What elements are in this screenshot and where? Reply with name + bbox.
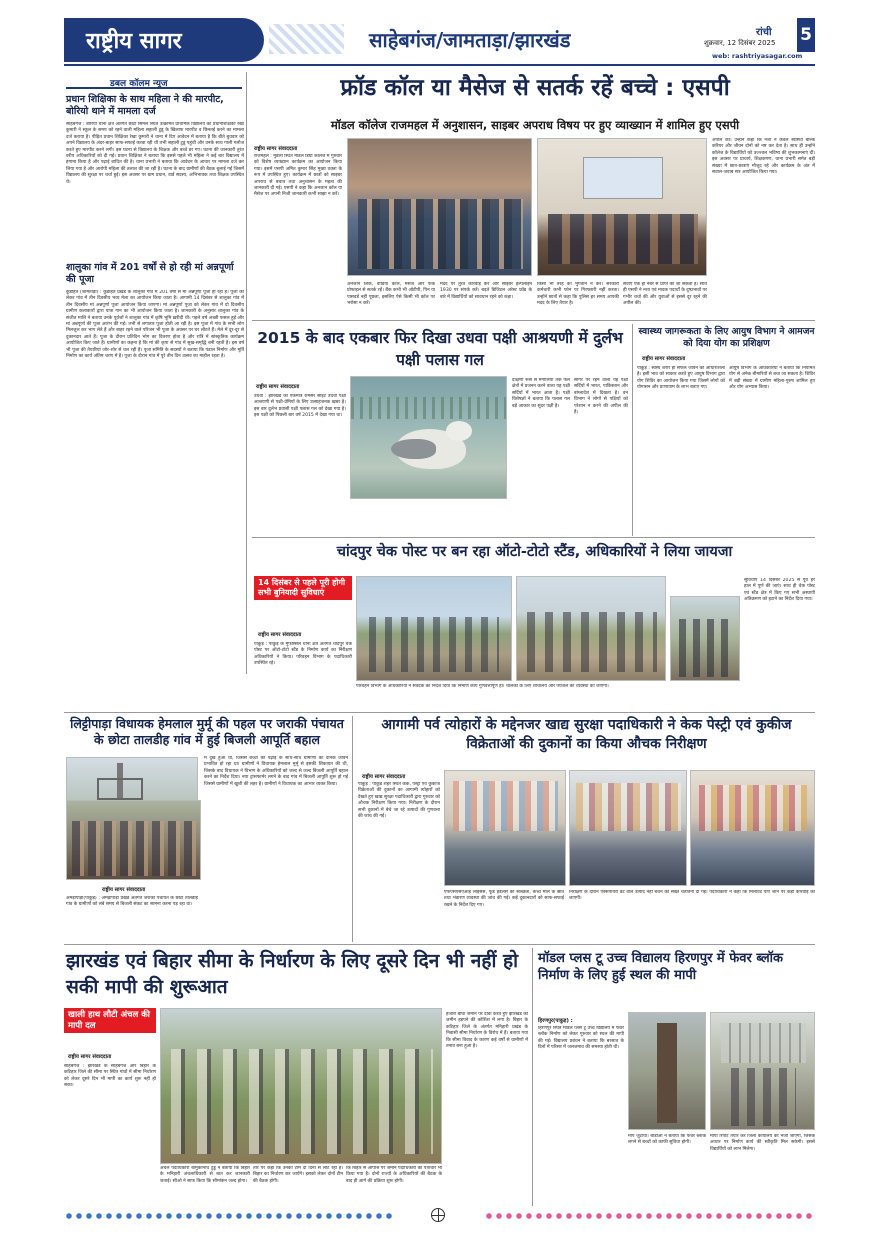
electric-text-2: में दुख हुआ था, जिससे बच्चों की पढ़ाई के साथ-साथ ग्रामीणों का दैनिक जीवन प्रभावित हो रहा था। ग्रामीणों ने विधायक हेमलाल मुर्मू से इसकी शिकायत की थी, जिसके बाद विधायक ने विभाग के अधिकारियों को जल्द से जल्द बिजली आपूर्ति बहाल करने का निर्देश दिया। नया ट्रांसफार्मर लगने के बाद गांव में बिजली आपूर्ति शुरू हो गई जिससे ग्रामीणों में खुशी की लहर है। ग्रामीणों ने विधायक का आभार व्यक्त किया। — [204, 756, 348, 787]
border-bureau: राष्ट्रीय सागर संवाददाता — [68, 1054, 112, 1060]
auto-badge: 14 दिसंबर से पहले पूरी होगी सभी बुनियादी सुविधाएं — [254, 576, 352, 600]
border-text-2: अंचल पदाधिकारी बामुकीनाथ टुडू ने बताया कि बिहार के मनिहारी अंचलाधिकारी से बात कर जानकारी जताई। सीओ ने साफ किया कि सीमांकन जल्द होगा। — [160, 1166, 250, 1184]
border-text-3: तौर पर कहा कि उनकी टीम दो दिनों से लौट रही है। बिहार का निर्धारण कर जायेंगे। इसको लेकर दोनों टीम की बैठक होगी। — [253, 1166, 343, 1184]
food-rule — [64, 944, 815, 945]
auto-headline: चांदपुर चेक पोस्ट पर बन रहा ऑटो-टोटो स्टैंड, अधिकारियों ने लिया जायजा — [336, 544, 733, 560]
auto-photo-1 — [356, 576, 512, 681]
lead-photo-presentation — [537, 138, 707, 276]
left-story-2-text: कुंडहित (जामताड़ा) : कुंडहित प्रखंड के शालुका गांव में 201 वर्षों से मां अन्नपूर्णा पूजा हो रही है। पूजा को लेकर गांव में तीन दिवसीय भव्य मेला का आयोजन किया जाता है। आगामी 14 दिसंबर से शालुका गांव में तीन दिवसीय मां अन्नपूर्णा पूजा आयोजन किया जाएगा। मां अन्नपूर्णा पूजा को लेकर गांव में दो दिवसीय ग्रामीण कलाकारों द्वारा यात्रा गान का भी आयोजन किया जाता है। जानकारी के अनुसार शालुका गांव के संजीत मालि ने बताया उनके पूर्वजों ने शालुका गांव में कृषि भूमि ख़रीदी थी। पहले वर्ष अच्छी फसल हुई और मां अन्नपूर्णा की पूजा आरंभ की गई। तभी से लगातार पूजा होती आ रही है। इस पूजा में गांव के सभी लोग मिलजुल कर भाग लेते हैं और बाहर रहने वाले परिजन भी पूजा के अवसर पर घर लौटते हैं। मेले में दूर-दूर से दुकानदार आते हैं। पूजा के दौरान प्रतिदिन भोग का वितरण होता है और रात्रि में सांस्कृतिक कार्यक्रम आयोजित किए जाते हैं। ग्रामीणों का कहना है कि मां की कृपा से गांव में सुख-समृद्धि बनी रहती है। इस वर्ष भी पूजा की तैयारियां जोर-शोर से चल रही हैं। पूजा समिति के सदस्यों ने बताया कि पंडाल निर्माण और मूर्ति निर्माण का कार्य अंतिम चरण में है। पूजा के दौरान गांव में पूरे तीन दिन उत्सव का माहौल रहता है। — [66, 290, 244, 360]
food-photo-2 — [569, 770, 687, 886]
lead-photo-students — [347, 138, 532, 276]
footer-dots-right — [484, 1212, 814, 1220]
bird-photo — [350, 376, 507, 499]
school-text-2: माप जुटाया। बीडीओ ने बताया कि फेवर ब्लॉक लगने से बच्चों को काफी सुविधा होगी। — [628, 1134, 706, 1146]
left-story-1-title: प्रधान शिक्षिका के साथ महिला ने की मारपीट, बोरियो थाने में मामला दर्ज — [66, 94, 224, 117]
bird-text-3: सागर पर रहने वाला यह पक्षी सर्दियों में भारत, पाकिस्तान और बांग्लादेश में दिखता है। वन विभाग ने लोगों से पक्षियों को परेशान न करने की अपील की है। — [574, 378, 628, 416]
lead-subheadline: मॉडल कॉलेज राजमहल में अनुशासन, साइबर अपराध विषय पर हुए व्याख्यान में शामिल हुए एसपी — [330, 118, 740, 132]
left-story-1-text: साहेबगंज : बोरियो थाना क्षेत्र अंतर्गत छोटा सिमल स्थित उत्क्रमित प्राथमिक विद्यालय की प्रधानशिक्षिका रेखा कुमारी ने स्कूल के समय को रहने वाली महिला सहाली टुडू के खिलाफ मारपीट व छिनतई करने का मामला दर्ज कराया है। पीड़ित प्रधान शिक्षिका रेखा कुमारी ने थाना में दिए आवेदन में बताया है कि बीते बुधवार को अपने विद्यालय के अंदर-बाहर साफ-सफाई करवा रही थी तभी सहाली टुडू पहुंची और उनके साथ गाली गलौज करते हुए मारपीट करने लगी। इस घटना से विद्यालय के शिक्षक और बच्चे डर गए। घटना की जानकारी तुरंत वरीय अधिकारियों को दी गई। प्रधान शिक्षिका ने बताया कि इससे पहले भी महिला ने कई बार विद्यालय में हंगामा किया है और पढ़ाई बाधित की है। थाना प्रभारी ने बताया कि आवेदन के आधार पर मामला दर्ज कर लिया गया है और आरोपी महिला की तलाश की जा रही है। घटना के बाद ग्रामीणों की बैठक बुलाई गई जिसमें विद्यालय की सुरक्षा पर चर्चा हुई। इस अवसर पर ग्राम प्रधान, वार्ड सदस्य, अभिभावक तथा शिक्षक उपस्थित थे। — [66, 122, 244, 185]
school-bureau: हिरणपुर(पाकुड़) : — [538, 1018, 573, 1024]
left-column-rule — [246, 72, 247, 674]
food-text-3: निरीक्षण के दौरान एक्सपायरी डेट वाले उत्पाद नहीं बेचने की सख्त चेतावनी दी गई। पदाधिकारी ने कहा कि मिलावट पाए जाने पर कड़ी कार्रवाई की जाएगी। — [569, 890, 815, 902]
border-badge: खाली हाथ लौटी अंचल की मापी दल — [64, 1008, 156, 1033]
masthead-logo: राष्ट्रीय सागर — [86, 29, 182, 54]
food-bureau: राष्ट्रीय सागर संवाददाता — [362, 774, 406, 780]
border-text-1: साहेबगंज : झारखंड के साहेबगंज और बिहार के कटिहार जिले की सीमा पर स्थित गांवों में सीमा निर्धारण को लेकर दूसरे दिन भी मापी का कार्य शुरू नहीं हो सका। — [64, 1064, 156, 1089]
auto-photo-2 — [516, 576, 666, 681]
school-headline: मॉडल प्लस टू उच्च विद्यालय हिरणपुर में फेवर ब्लॉक निर्माण के लिए हुई स्थल की मापी — [538, 951, 784, 983]
food-photo-1 — [444, 770, 566, 886]
bird-rule — [632, 324, 633, 536]
masthead-rule — [64, 64, 815, 66]
auto-text-3: सुविधाएं 14 दिसंबर 2025 से पूर्व हर हाल में पूर्ण की जाएं। साथ ही चेक पोस्ट एवं स्टैंड क्षेत्र में किए गए सभी अस्थायी अतिक्रमण को हटाने का निर्देश दिया गया। — [744, 578, 815, 603]
left-story-2-title: शालुका गांव में 201 वर्षों से हो रही मां अन्नपूर्णा की पूजा — [66, 262, 234, 285]
school-text-3: मापी रिपोर्ट तैयार कर जिला कार्यालय को भेजी जाएगी, जिसके आधार पर निर्माण कार्य की स्वीकृति मिल सकेगी। इससे विद्यार्थियों को लाभ मिलेगा। — [710, 1134, 815, 1152]
food-photo-3 — [690, 770, 815, 886]
lead-rule — [252, 320, 815, 321]
bird-bottom-rule — [252, 537, 815, 538]
masthead-city: रांची — [756, 27, 772, 38]
food-headline: आगामी पर्व त्योहारों के मद्देनजर खाद्य सुरक्षा पदाधिकारी ने केक पेस्ट्री एवं कुकीज विक्रेताओं की दुकानों का किया औचक निरीक्षण — [381, 717, 792, 752]
health-text-1: पाकुड़ : स्वस्थ शरीर ही सफल जीवन की आधारशिला है। इसी भाव को साकार करते हुए आयुष विभाग द्वारा योग शिविर का आयोजन किया गया जिसमें लोगों को योगासन और प्राणायाम के लाभ बताए गए। — [637, 366, 725, 391]
health-headline: स्वास्थ्य जागरूकता के लिए आयुष विभाग ने आमजन को दिया योग का प्रशिक्षण — [638, 326, 815, 349]
footer-registration-mark-icon — [431, 1208, 445, 1222]
lead-col-6: सेवाएं एक ही नंबर से प्राप्त की जा सकती हैं। साथ ही एसपी ने नशा एवं मादक पदार्थों के दुष्प्रभावों पर गंभीर चर्चा की और युवाओं से इससे दूर रहने की अपील की। — [623, 282, 707, 307]
border-rule — [532, 948, 533, 1206]
electric-bureau: राष्ट्रीय सागर संवाददाता — [102, 887, 146, 893]
electric-text-1: अमड़ापाड़ा(पाकुड़) : अमड़ापाड़ा प्रखंड अंतर्गत जराकी पंचायत के छोटा तालडीह गांव के ग्रामीणों को लंबे समय से बिजली संकट का सामना करना पड़ रहा था। — [66, 896, 198, 908]
electric-rule — [352, 716, 353, 942]
lead-col-1: राजमहल : मुंडली स्थित मॉडल डिग्री कॉलेज में गुरुवार को विशेष व्याख्यान कार्यक्रम का आयोजन किया गया। इसमें एसपी अमित कुमार सिंह मुख्य वक्ता के रूप में उपस्थित हुए। कार्यक्रम में छात्रों को साइबर अपराध से बचाव तथा अनुशासन के महत्व की जानकारी दी गई। एसपी ने कहा कि अनजान कॉल या मैसेज पर अपनी निजी जानकारी कभी साझा न करें। — [254, 154, 342, 198]
bird-bureau: राष्ट्रीय सागर संवाददाता — [256, 384, 300, 390]
masthead-date: शुक्रवार, 12 दिसंबर 2025 — [704, 39, 776, 47]
border-text-5: हजारों बीघा जमीन पर दावा करते हुए झारखंड की जमीन हड़पने की कोशिश में लगा है। बिहार के कटिहार जिले के अंतर्गत मनिहारी प्रखंड के निवासी सीमा निर्धारण के विरोध में हैं। बताया गया कि सीमा विवाद के कारण कई वर्षों से ग्रामीणों में तनाव बना हुआ है। — [446, 1012, 528, 1050]
border-headline: झारखंड एवं बिहार सीमा के निर्धारण के लिए दूसरे दिन भी नहीं हो सकी मापी की शुरूआत — [66, 950, 518, 998]
auto-text-2: परिवहन विभाग के अधिकारियों ने संवेदक को निर्देश दिया कि निर्माण कार्य गुणवत्तापूर्ण हो। चालकों के लिए शौचालय और पेयजल की व्यवस्था की जाएगी। — [356, 684, 609, 689]
school-photo-1 — [628, 1012, 706, 1130]
footer-dots-left — [64, 1212, 394, 1220]
food-text-1: पाकुड़ : पाकुड़ शहर स्थित केक, पेस्ट्री एवं कुकीज विक्रेताओं की दुकानों का आगामी त्योहारों को देखते हुए खाद्य सुरक्षा पदाधिकारी द्वारा गुरुवार को औचक निरीक्षण किया गया। निरीक्षण के दौरान सभी दुकानों में बेचे जा रहे उत्पादों की गुणवत्ता की जांच की गई। — [358, 782, 440, 820]
auto-rule — [64, 712, 815, 713]
food-text-2: एफएसएसएआई लाइसेंस, फूड हैंडलर्स की स्वच्छता, कच्चे माल के स्रोत तथा भंडारण व्यवस्था की जांच की गई। कई दुकानदारों को साफ-सफाई रखने के निर्देश दिए गए। — [444, 890, 564, 908]
lead-col-4: मदद पर तुरंत कार्रवाई करें और साइबर हेल्पलाइन 1930 पर संपर्क करें। बढ़ते डिजिटल अरेस्ट फ्रॉड के बारे में विद्यार्थियों को सावधान रहने को कहा। — [440, 282, 532, 300]
bird-headline: 2015 के बाद एकबार फिर दिखा उधवा पक्षी आश्रयणी में दुर्लभ पक्षी पलास गल — [257, 329, 623, 369]
lead-col-5: किसी भी तरह का भुगतान न करें। सरकारी कर्मचारी कभी फोन पर गिरफ्तारी नहीं करता। उन्होंने छात्रों से कहा कि पुलिस हर समय आपकी मदद के लिए तैयार है। — [537, 282, 619, 307]
school-text-1: हिरणपुर स्थित मॉडल प्लस टू उच्च विद्यालय में फेवर ब्लॉक निर्माण को लेकर गुरुवार को स्थल की मापी की गई। विद्यालय प्रबंधन ने बताया कि बरसात के दिनों में परिसर में जलजमाव की समस्या होती थी। — [538, 1026, 624, 1051]
bird-text-1: उधवा : झारखंड का एकमात्र रामसर साइट उधवा पक्षी आश्रयणी से पक्षी-प्रेमियों के लिए उत्साहजनक खबर है। इस बार दुर्लभ प्रवासी पक्षी पलास गल को देखा गया है। इस पक्षी को पिछली बार वर्ष 2015 में देखा गया था। — [254, 394, 346, 419]
auto-photo-3 — [670, 596, 740, 681]
lead-col-3: अनजान लिंक, वीडियो कॉल, मैसेज और फेक प्रोफाइल से सतर्क रहें। बैंक कभी भी ओटीपी, पिन या पासवर्ड नहीं पूछता, इसलिए ऐसे किसी भी कॉल पर भरोसा न करें। — [347, 282, 435, 307]
double-column-title: डबल कॉलम न्यूज — [110, 79, 168, 89]
masthead — [64, 18, 815, 64]
bird-text-2: दक्षिणी रूस से मंगोलिया तक फैले क्षेत्रों में प्रजनन करने वाला यह पक्षी सर्दियों में भारत आता है। पक्षी विशेषज्ञों ने बताया कि पलास गल बड़े आकार का सुंदर पक्षी है। — [512, 378, 570, 409]
border-text-4: कि बिहार से आपत्ति पर जमीन पदाधिकारी को पत्राचार भी किया गया है। दोनों राज्यों के अधिकारियों की बैठक के बाद ही आगे की प्रक्रिया शुरू होगी। — [346, 1166, 442, 1184]
edition-title: साहेबगंज/जामताड़ा/झारखंड — [369, 28, 571, 52]
school-photo-2 — [710, 1012, 815, 1130]
auto-text-1: पाकुड़ : पाकुड़ के मुफस्सिल थाना क्षेत्र अंतर्गत चांदपुर चेक पोस्ट पर ऑटो-टोटो स्टैंड के निर्माण कार्य का निरीक्षण अधिकारियों ने किया। परिवहन विभाग के पदाधिकारी उपस्थित रहे। — [254, 642, 352, 667]
border-photo — [160, 1008, 442, 1164]
auto-bureau: राष्ट्रीय सागर संवाददाता — [258, 632, 302, 638]
double-column-header — [66, 75, 242, 89]
lead-col-7: अपील की। उन्होंने कहा कि नशा न केवल स्वास्थ्य बल्कि करियर और जीवन दोनों को नष्ट कर देता है। साथ ही उन्होंने कॉलेज के विद्यार्थियों को उज्ज्वल भविष्य की शुभकामनाएं दीं। इस अवसर पर प्राचार्य, शिक्षकगण, थाना प्रभारी समेत बड़ी संख्या में छात्र-छात्राएं मौजूद रहे और कार्यक्रम के अंत में सवाल-जवाब सत्र आयोजित किया गया। — [712, 138, 815, 176]
lead-bureau: राष्ट्रीय सागर संवाददाता — [254, 146, 298, 152]
masthead-pattern-icon — [269, 24, 344, 54]
health-text-2: आयुष विभाग के अधिकारियों ने बताया कि नियमित योग से अनेक बीमारियों से बचा जा सकता है। शिविर में बड़ी संख्या में ग्रामीण महिला-पुरुष शामिल हुए और योग अभ्यास किया। — [729, 366, 815, 391]
electric-headline: लिट्टीपाड़ा विधायक हेमलाल मुर्मू की पहल पर जराकी पंचायत के छोटा तालडीह गांव में हुई बिजली आपूर्ति बहाल — [70, 716, 344, 747]
masthead-web: web: rashtriyasagar.com — [712, 52, 803, 60]
page-number: 5 — [797, 18, 815, 52]
health-bureau: राष्ट्रीय सागर संवाददाता — [642, 356, 686, 362]
electric-photo-2 — [66, 800, 201, 880]
lead-headline: फ्रॉड कॉल या मैसेज से सतर्क रहें बच्चे : एसपी — [340, 75, 730, 101]
